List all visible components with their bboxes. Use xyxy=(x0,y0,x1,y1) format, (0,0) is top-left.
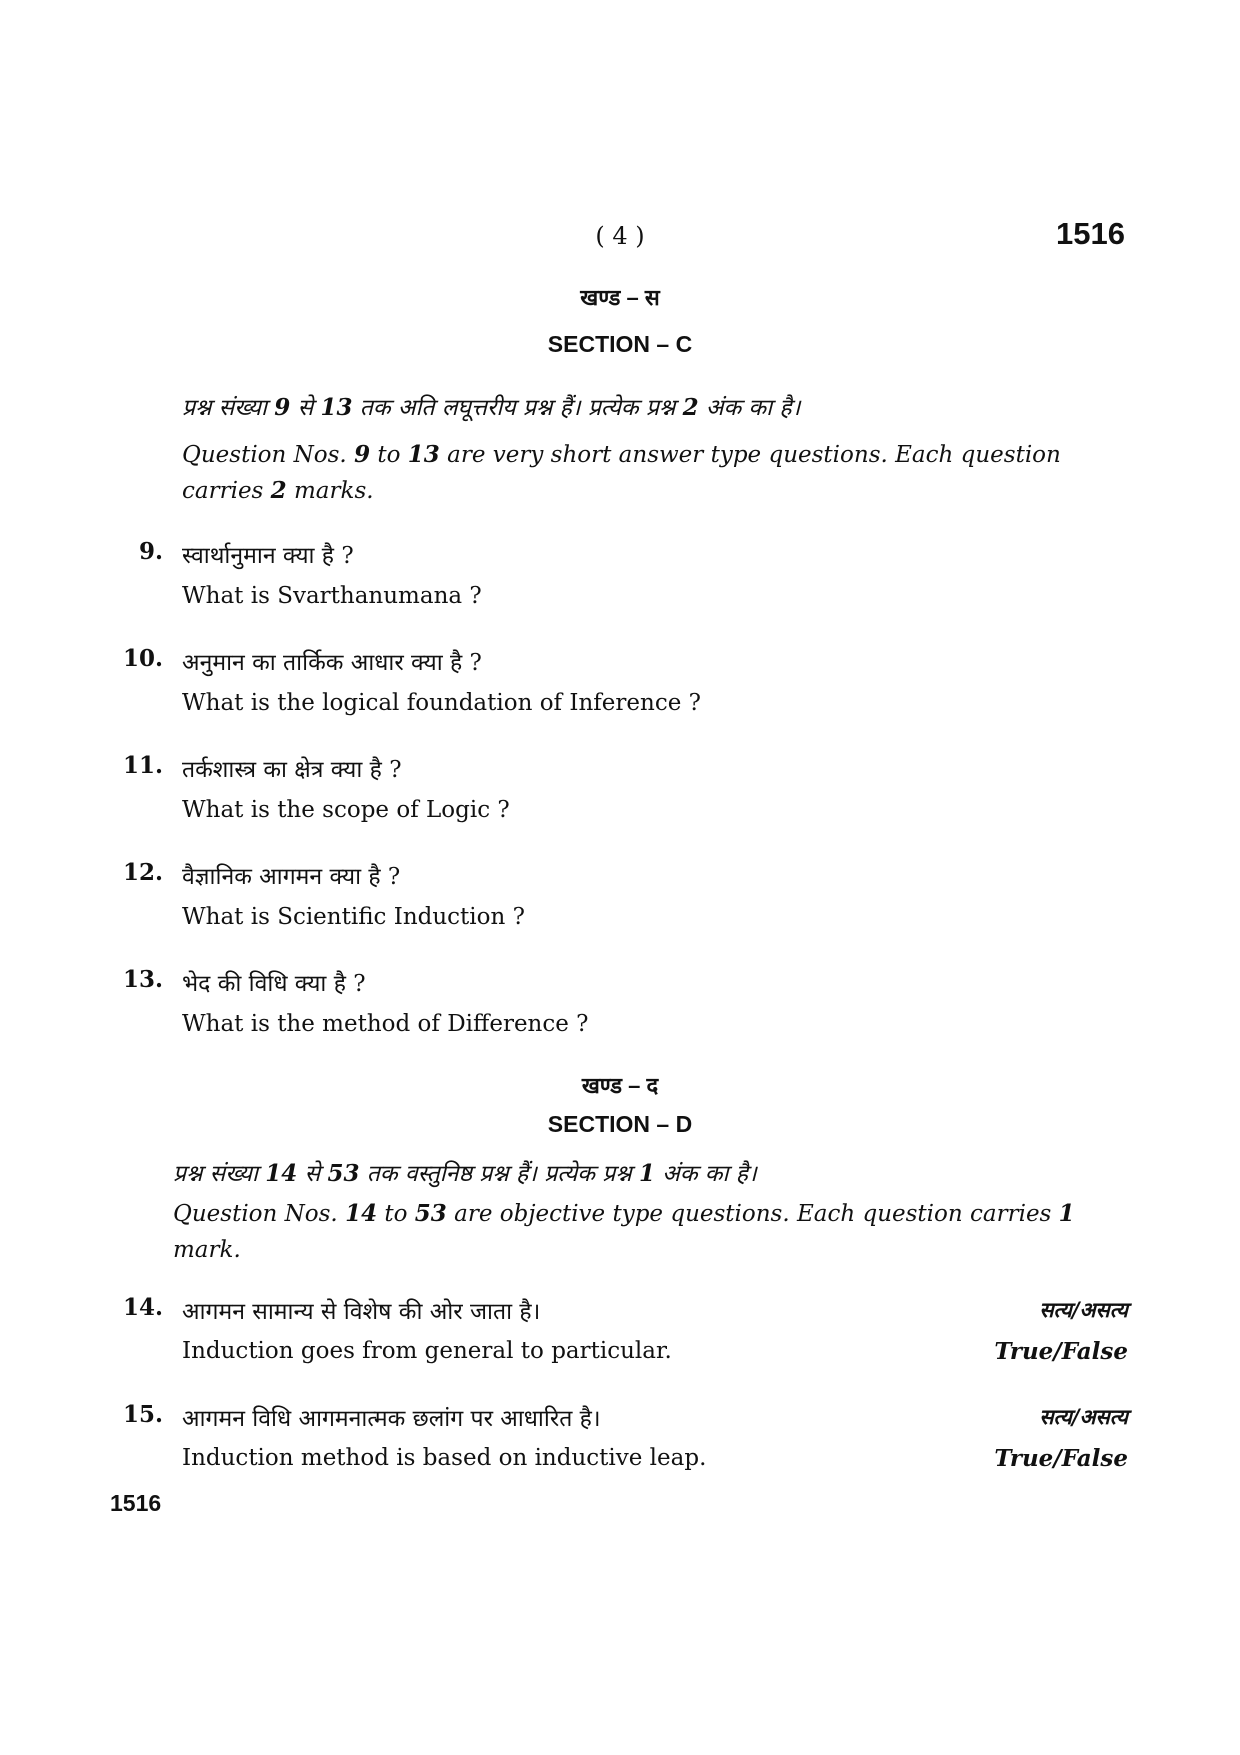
paper-code-bottom: 1516 xyxy=(110,1490,162,1516)
question-text-english: What is the method of Difference ? xyxy=(182,1011,589,1037)
page-number: ( 4 ) xyxy=(595,222,645,250)
question-text-english: What is Scientific Induction ? xyxy=(182,904,525,930)
true-false-label-hindi: सत्य/असत्य xyxy=(1039,1297,1128,1322)
question-number: 10. xyxy=(122,645,163,672)
question-text-english: What is Svarthanumana ? xyxy=(182,583,482,609)
section-c-title-english: SECTION – C xyxy=(547,331,693,357)
question-text-hindi: अनुमान का तार्किक आधार क्या है ? xyxy=(182,650,482,676)
question-number: 12. xyxy=(122,859,163,886)
section-d-title-english: SECTION – D xyxy=(547,1111,693,1137)
question-text-hindi: आगमन विधि आगमनात्मक छलांग पर आधारित है। xyxy=(182,1406,601,1432)
question-text-english: Induction goes from general to particular. xyxy=(182,1338,672,1364)
question-number: 15. xyxy=(122,1401,163,1428)
paper-code-top: 1516 xyxy=(1056,216,1125,251)
question-text-english: Induction method is based on inductive leap. xyxy=(182,1445,707,1471)
question-text-hindi: तर्कशास्त्र का क्षेत्र क्या है ? xyxy=(182,757,402,783)
section-c-instruction-hindi: प्रश्न संख्या 9 से 13 तक अति लघूत्तरीय प्रश्न हैं। प्रत्येक प्रश्न 2 अंक का है। xyxy=(182,394,801,421)
question-number: 9. xyxy=(138,538,163,565)
true-false-label-english: True/False xyxy=(994,1445,1128,1472)
question-number: 13. xyxy=(122,966,163,993)
section-d-instruction-english: Question Nos. 14 to 53 are objective type questions. Each question carries 1 mark. xyxy=(173,1200,1075,1263)
question-number: 14. xyxy=(122,1294,163,1321)
section-c-instruction-english: Question Nos. 9 to 13 are very short answer type questions. Each question carries 2 marks. xyxy=(182,441,1061,504)
question-text-hindi: स्वार्थानुमान क्या है ? xyxy=(182,543,354,569)
question-text-hindi: भेद की विधि क्या है ? xyxy=(182,971,366,997)
question-text-english: What is the logical foundation of Inference ? xyxy=(182,690,701,716)
question-text-hindi: आगमन सामान्य से विशेष की ओर जाता है। xyxy=(182,1299,541,1325)
section-c-title-hindi: खण्ड – स xyxy=(580,285,660,310)
question-number: 11. xyxy=(122,752,163,779)
section-d-instruction-hindi: प्रश्न संख्या 14 से 53 तक वस्तुनिष्ठ प्रश्न हैं। प्रत्येक प्रश्न 1 अंक का है। xyxy=(173,1160,757,1187)
section-d-title-hindi: खण्ड – द xyxy=(581,1073,659,1098)
question-text-hindi: वैज्ञानिक आगमन क्या है ? xyxy=(182,864,401,890)
true-false-label-english: True/False xyxy=(994,1338,1128,1365)
question-text-english: What is the scope of Logic ? xyxy=(182,797,510,823)
true-false-label-hindi: सत्य/असत्य xyxy=(1039,1404,1128,1429)
